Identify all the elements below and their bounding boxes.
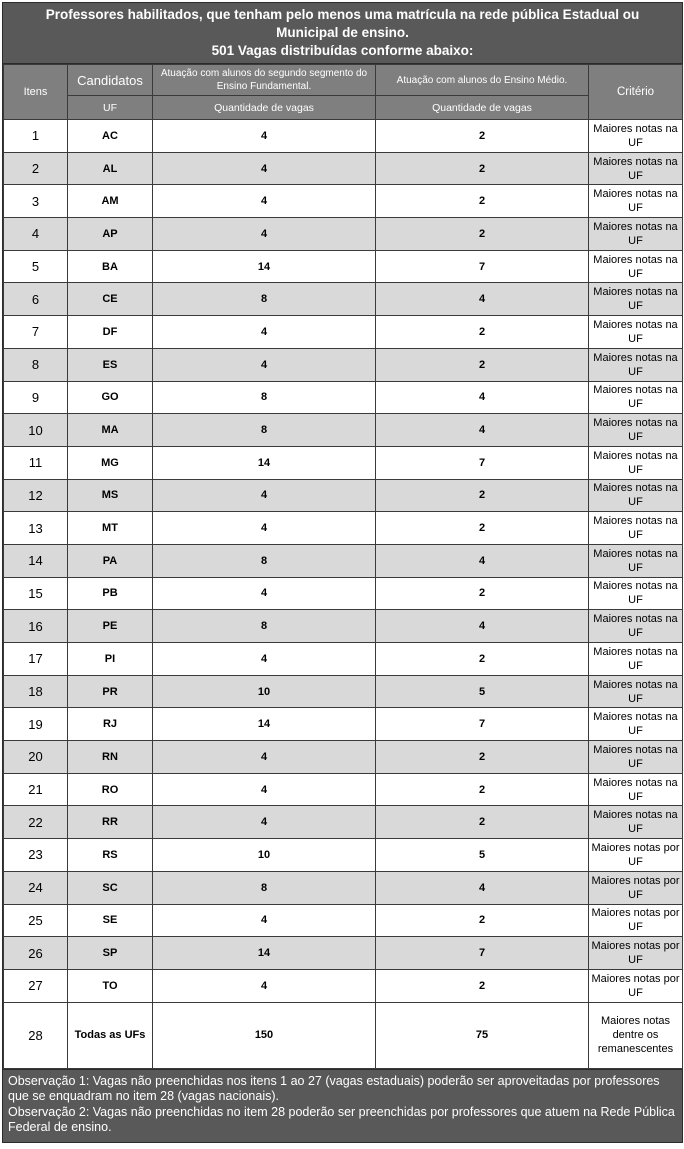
cell-item: 25: [4, 904, 68, 937]
cell-item: 13: [4, 512, 68, 545]
header-qtd-fundamental: Quantidade de vagas: [153, 96, 376, 120]
cell-vagas-fundamental: 150: [153, 1002, 376, 1068]
cell-uf: AL: [68, 152, 153, 185]
cell-criterio: Maiores notas na UF: [589, 479, 683, 512]
cell-vagas-medio: 2: [376, 773, 589, 806]
cell-uf: PB: [68, 577, 153, 610]
cell-criterio: Maiores notas na UF: [589, 185, 683, 218]
cell-uf: MA: [68, 414, 153, 447]
cell-vagas-fundamental: 14: [153, 250, 376, 283]
header-criterio: Critério: [589, 65, 683, 120]
cell-item: 28: [4, 1002, 68, 1068]
cell-vagas-fundamental: 14: [153, 937, 376, 970]
cell-vagas-fundamental: 14: [153, 708, 376, 741]
cell-vagas-medio: 4: [376, 871, 589, 904]
cell-uf: MS: [68, 479, 153, 512]
cell-uf: SC: [68, 871, 153, 904]
cell-criterio: Maiores notas na UF: [589, 675, 683, 708]
cell-vagas-fundamental: 4: [153, 904, 376, 937]
cell-item: 22: [4, 806, 68, 839]
cell-vagas-fundamental: 4: [153, 969, 376, 1002]
cell-item: 24: [4, 871, 68, 904]
table-row: [4, 120, 683, 153]
cell-criterio: Maiores notas na UF: [589, 414, 683, 447]
cell-vagas-fundamental: 8: [153, 610, 376, 643]
table-row: [4, 316, 683, 349]
cell-uf: SP: [68, 937, 153, 970]
cell-vagas-fundamental: 4: [153, 512, 376, 545]
cell-vagas-fundamental: 4: [153, 741, 376, 774]
cell-vagas-medio: 2: [376, 741, 589, 774]
cell-criterio: Maiores notas na UF: [589, 152, 683, 185]
cell-item: 10: [4, 414, 68, 447]
cell-criterio: Maiores notas dentre os remanescentes: [589, 1002, 683, 1068]
cell-vagas-medio: 2: [376, 152, 589, 185]
table-row: [4, 152, 683, 185]
table-row: [4, 708, 683, 741]
header-fundamental: Atuação com alunos do segundo segmento do Ensino Fundamental.: [153, 65, 376, 96]
cell-item: 19: [4, 708, 68, 741]
header-itens: Itens: [4, 65, 68, 120]
cell-uf: SE: [68, 904, 153, 937]
table-body: [4, 120, 683, 1069]
cell-criterio: Maiores notas por UF: [589, 904, 683, 937]
cell-uf: CE: [68, 283, 153, 316]
table-row: [4, 348, 683, 381]
cell-vagas-medio: 2: [376, 120, 589, 153]
table-row: [4, 675, 683, 708]
cell-item: 21: [4, 773, 68, 806]
cell-vagas-fundamental: 4: [153, 806, 376, 839]
cell-item: 6: [4, 283, 68, 316]
cell-item: 3: [4, 185, 68, 218]
cell-vagas-medio: 4: [376, 414, 589, 447]
cell-vagas-medio: 2: [376, 218, 589, 251]
cell-vagas-medio: 4: [376, 544, 589, 577]
table-row: [4, 446, 683, 479]
cell-criterio: Maiores notas na UF: [589, 773, 683, 806]
cell-criterio: Maiores notas na UF: [589, 120, 683, 153]
cell-vagas-medio: 4: [376, 610, 589, 643]
table-row: [4, 839, 683, 872]
observation-2: Observação 2: Vagas não preenchidas no item 28 poderão ser preenchidas por professores que atuem na Rede Pública Federal de ensino.: [8, 1104, 675, 1135]
table-row: [4, 773, 683, 806]
cell-vagas-medio: 5: [376, 675, 589, 708]
cell-item: 27: [4, 969, 68, 1002]
cell-item: 8: [4, 348, 68, 381]
observation-1: Observação 1: Vagas não preenchidas nos itens 1 ao 27 (vagas estaduais) poderão ser aproveitadas por professores que se enquadram no item 28 (vagas nacionais).: [8, 1073, 660, 1104]
cell-vagas-fundamental: 4: [153, 218, 376, 251]
cell-item: 23: [4, 839, 68, 872]
cell-vagas-medio: 2: [376, 577, 589, 610]
cell-vagas-fundamental: 4: [153, 316, 376, 349]
cell-item: 16: [4, 610, 68, 643]
cell-vagas-medio: 7: [376, 708, 589, 741]
cell-vagas-fundamental: 8: [153, 414, 376, 447]
cell-uf: PR: [68, 675, 153, 708]
cell-criterio: Maiores notas na UF: [589, 708, 683, 741]
cell-uf: AC: [68, 120, 153, 153]
cell-vagas-fundamental: 4: [153, 348, 376, 381]
cell-uf: RO: [68, 773, 153, 806]
cell-vagas-medio: 2: [376, 316, 589, 349]
cell-vagas-medio: 7: [376, 250, 589, 283]
cell-criterio: Maiores notas na UF: [589, 512, 683, 545]
cell-vagas-medio: 2: [376, 904, 589, 937]
table-row: [4, 610, 683, 643]
cell-vagas-medio: 7: [376, 937, 589, 970]
cell-uf: PI: [68, 643, 153, 676]
cell-item: 4: [4, 218, 68, 251]
title-line-2: Municipal de ensino.: [276, 25, 409, 40]
cell-criterio: Maiores notas na UF: [589, 610, 683, 643]
table-row-total: [4, 1002, 683, 1068]
cell-uf: RJ: [68, 708, 153, 741]
cell-uf: AP: [68, 218, 153, 251]
cell-vagas-fundamental: 4: [153, 120, 376, 153]
table-row: [4, 381, 683, 414]
cell-item: 7: [4, 316, 68, 349]
table-row: [4, 577, 683, 610]
cell-vagas-fundamental: 14: [153, 446, 376, 479]
cell-item: 11: [4, 446, 68, 479]
cell-vagas-medio: 2: [376, 185, 589, 218]
cell-vagas-fundamental: 4: [153, 185, 376, 218]
table-row: [4, 904, 683, 937]
cell-criterio: Maiores notas na UF: [589, 446, 683, 479]
cell-vagas-medio: 2: [376, 806, 589, 839]
title-line-3: 501 Vagas distribuídas conforme abaixo:: [211, 43, 474, 58]
cell-criterio: Maiores notas na UF: [589, 316, 683, 349]
cell-criterio: Maiores notas na UF: [589, 218, 683, 251]
cell-vagas-medio: 2: [376, 348, 589, 381]
cell-criterio: Maiores notas na UF: [589, 643, 683, 676]
document-title: [3, 3, 682, 64]
cell-vagas-fundamental: 10: [153, 675, 376, 708]
cell-uf: AM: [68, 185, 153, 218]
cell-criterio: Maiores notas por UF: [589, 839, 683, 872]
cell-item: 18: [4, 675, 68, 708]
cell-vagas-fundamental: 4: [153, 152, 376, 185]
cell-criterio: Maiores notas na UF: [589, 250, 683, 283]
cell-vagas-fundamental: 8: [153, 871, 376, 904]
cell-criterio: Maiores notas por UF: [589, 937, 683, 970]
cell-item: 15: [4, 577, 68, 610]
table-row: [4, 512, 683, 545]
cell-item: 20: [4, 741, 68, 774]
vacancies-document: [2, 2, 683, 1143]
cell-item: 1: [4, 120, 68, 153]
cell-vagas-medio: 2: [376, 969, 589, 1002]
cell-item: 12: [4, 479, 68, 512]
cell-vagas-medio: 75: [376, 1002, 589, 1068]
cell-uf: RS: [68, 839, 153, 872]
cell-item: 26: [4, 937, 68, 970]
cell-vagas-medio: 7: [376, 446, 589, 479]
cell-criterio: Maiores notas por UF: [589, 969, 683, 1002]
cell-vagas-fundamental: 4: [153, 479, 376, 512]
cell-item: 9: [4, 381, 68, 414]
cell-uf: BA: [68, 250, 153, 283]
cell-uf: PA: [68, 544, 153, 577]
table-row: [4, 544, 683, 577]
table-row: [4, 283, 683, 316]
table-row: [4, 414, 683, 447]
vacancies-table: [3, 64, 683, 1069]
cell-uf: MT: [68, 512, 153, 545]
cell-uf: TO: [68, 969, 153, 1002]
cell-vagas-fundamental: 4: [153, 643, 376, 676]
cell-criterio: Maiores notas na UF: [589, 806, 683, 839]
cell-uf: GO: [68, 381, 153, 414]
table-row: [4, 643, 683, 676]
cell-uf: RN: [68, 741, 153, 774]
cell-uf: MG: [68, 446, 153, 479]
cell-criterio: Maiores notas por UF: [589, 871, 683, 904]
table-row: [4, 937, 683, 970]
table-row: [4, 479, 683, 512]
cell-item: 2: [4, 152, 68, 185]
table-row: [4, 741, 683, 774]
observations: [3, 1069, 682, 1142]
table-row: [4, 218, 683, 251]
cell-uf: PE: [68, 610, 153, 643]
cell-vagas-fundamental: 10: [153, 839, 376, 872]
cell-criterio: Maiores notas na UF: [589, 348, 683, 381]
table-row: [4, 871, 683, 904]
cell-item: 17: [4, 643, 68, 676]
header-medio: Atuação com alunos do Ensino Médio.: [376, 65, 589, 96]
header-qtd-medio: Quantidade de vagas: [376, 96, 589, 120]
cell-uf: RR: [68, 806, 153, 839]
cell-criterio: Maiores notas na UF: [589, 544, 683, 577]
cell-vagas-fundamental: 4: [153, 577, 376, 610]
table-row: [4, 806, 683, 839]
cell-vagas-medio: 4: [376, 381, 589, 414]
header-candidatos: Candidatos: [68, 65, 153, 96]
cell-vagas-medio: 2: [376, 479, 589, 512]
cell-item: 5: [4, 250, 68, 283]
header-uf: UF: [68, 96, 153, 120]
cell-uf: ES: [68, 348, 153, 381]
cell-criterio: Maiores notas na UF: [589, 577, 683, 610]
cell-criterio: Maiores notas na UF: [589, 283, 683, 316]
title-line-1: Professores habilitados, que tenham pelo menos uma matrícula na rede pública Estadual ou: [45, 7, 640, 22]
cell-vagas-fundamental: 8: [153, 283, 376, 316]
cell-vagas-fundamental: 4: [153, 773, 376, 806]
cell-vagas-medio: 2: [376, 512, 589, 545]
cell-uf: DF: [68, 316, 153, 349]
cell-vagas-fundamental: 8: [153, 544, 376, 577]
table-row: [4, 969, 683, 1002]
cell-vagas-medio: 2: [376, 643, 589, 676]
cell-vagas-medio: 5: [376, 839, 589, 872]
cell-item: 14: [4, 544, 68, 577]
cell-criterio: Maiores notas na UF: [589, 381, 683, 414]
cell-vagas-fundamental: 8: [153, 381, 376, 414]
cell-uf: Todas as UFs: [68, 1002, 153, 1068]
table-row: [4, 185, 683, 218]
cell-criterio: Maiores notas na UF: [589, 741, 683, 774]
cell-vagas-medio: 4: [376, 283, 589, 316]
table-row: [4, 250, 683, 283]
